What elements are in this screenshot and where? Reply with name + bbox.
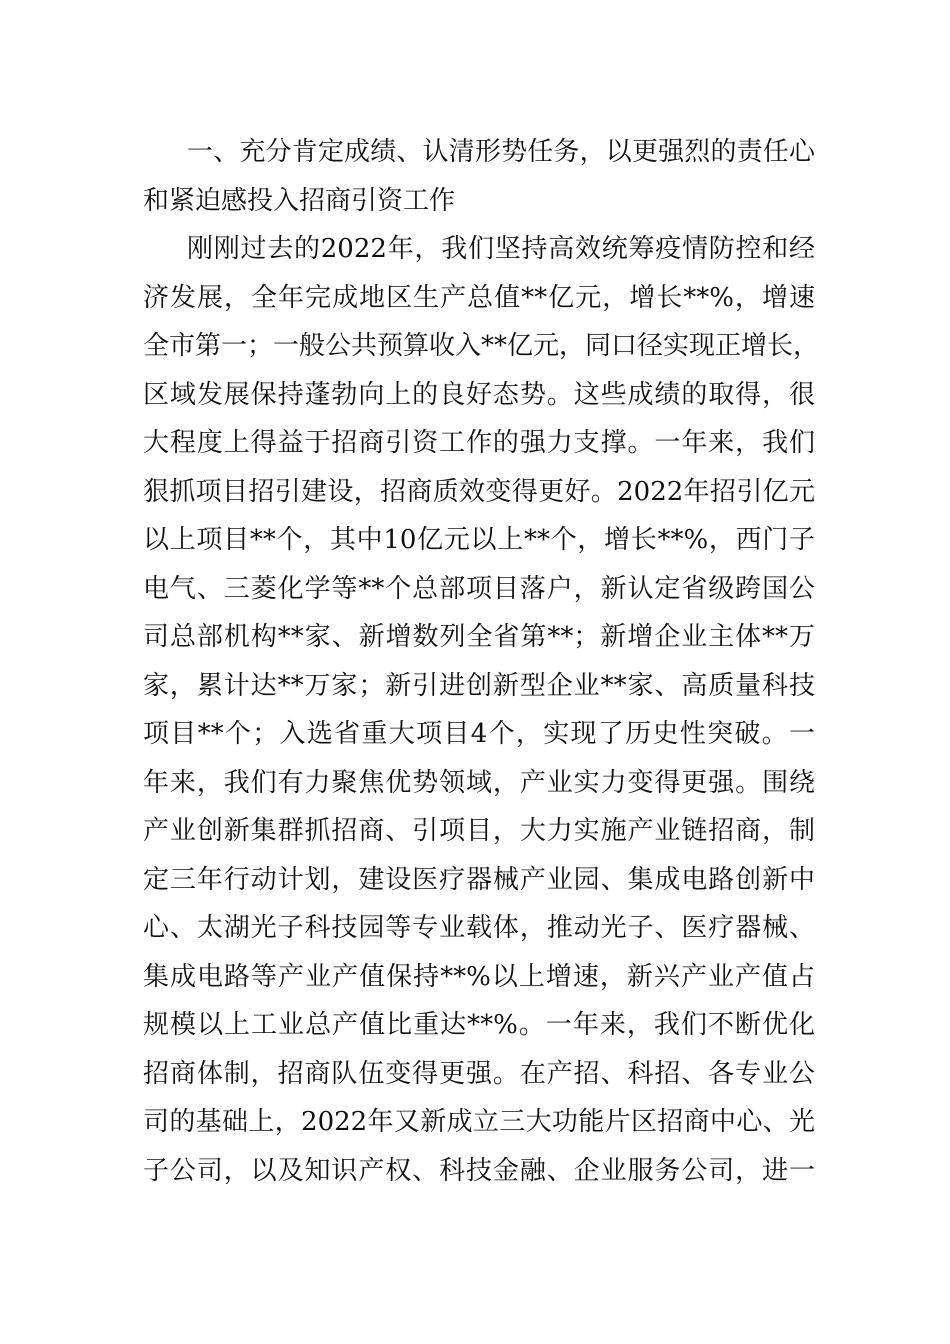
paragraph-line: 司的基础上，2022年又新成立三大功能片区招商中心、光 — [143, 1107, 815, 1137]
paragraph-line: 刚刚过去的2022年，我们坚持高效统筹疫情防控和经 — [187, 234, 815, 264]
paragraph-line: 项目**个；入选省重大项目4个，实现了历史性突破。一 — [143, 719, 815, 749]
paragraph-line: 区域发展保持蓬勃向上的良好态势。这些成绩的取得，很 — [143, 379, 815, 410]
paragraph-line: 电气、三菱化学等**个总部项目落户，新认定省级跨国公 — [143, 573, 815, 604]
paragraph-line: 以上项目**个，其中10亿元以上**个，增长**%，西门子 — [143, 525, 815, 555]
paragraph-line: 产业创新集群抓招商、引项目，大力实施产业链招商，制 — [143, 816, 815, 846]
paragraph-line: 济发展，全年完成地区生产总值**亿元，增长**%，增速 — [143, 282, 815, 313]
heading-line: 和紧迫感投入招商引资工作 — [143, 185, 456, 216]
paragraph-line: 心、太湖光子科技园等专业载体，推动光子、医疗器械、 — [143, 913, 815, 943]
paragraph-line: 司总部机构**家、新增数列全省第**；新增企业主体**万 — [143, 622, 815, 652]
paragraph-line: 年来，我们有力聚焦优势领域，产业实力变得更强。围绕 — [143, 767, 815, 798]
heading-line: 一、充分肯定成绩、认清形势任务，以更强烈的责任心 — [187, 137, 815, 167]
section-heading — [143, 128, 815, 225]
paragraph-line: 子公司，以及知识产权、科技金融、企业服务公司，进一 — [143, 1155, 815, 1186]
body-paragraph — [143, 225, 820, 1195]
paragraph-line: 集成电路等产业产值保持**%以上增速，新兴产业产值占 — [143, 961, 815, 992]
paragraph-line: 家，累计达**万家；新引进创新型企业**家、高质量科技 — [143, 670, 815, 701]
paragraph-line: 招商体制，招商队伍变得更强。在产招、科招、各专业公 — [143, 1058, 815, 1089]
paragraph-line: 狠抓项目招引建设，招商质效变得更好。2022年招引亿元 — [143, 476, 815, 507]
paragraph-line: 大程度上得益于招商引资工作的强力支撑。一年来，我们 — [143, 428, 815, 458]
paragraph-line: 全市第一；一般公共预算收入**亿元，同口径实现正增长， — [143, 331, 820, 361]
paragraph-line: 定三年行动计划，建设医疗器械产业园、集成电路创新中 — [143, 864, 815, 895]
paragraph-line: 规模以上工业总产值比重达**%。一年来，我们不断优化 — [143, 1010, 815, 1040]
